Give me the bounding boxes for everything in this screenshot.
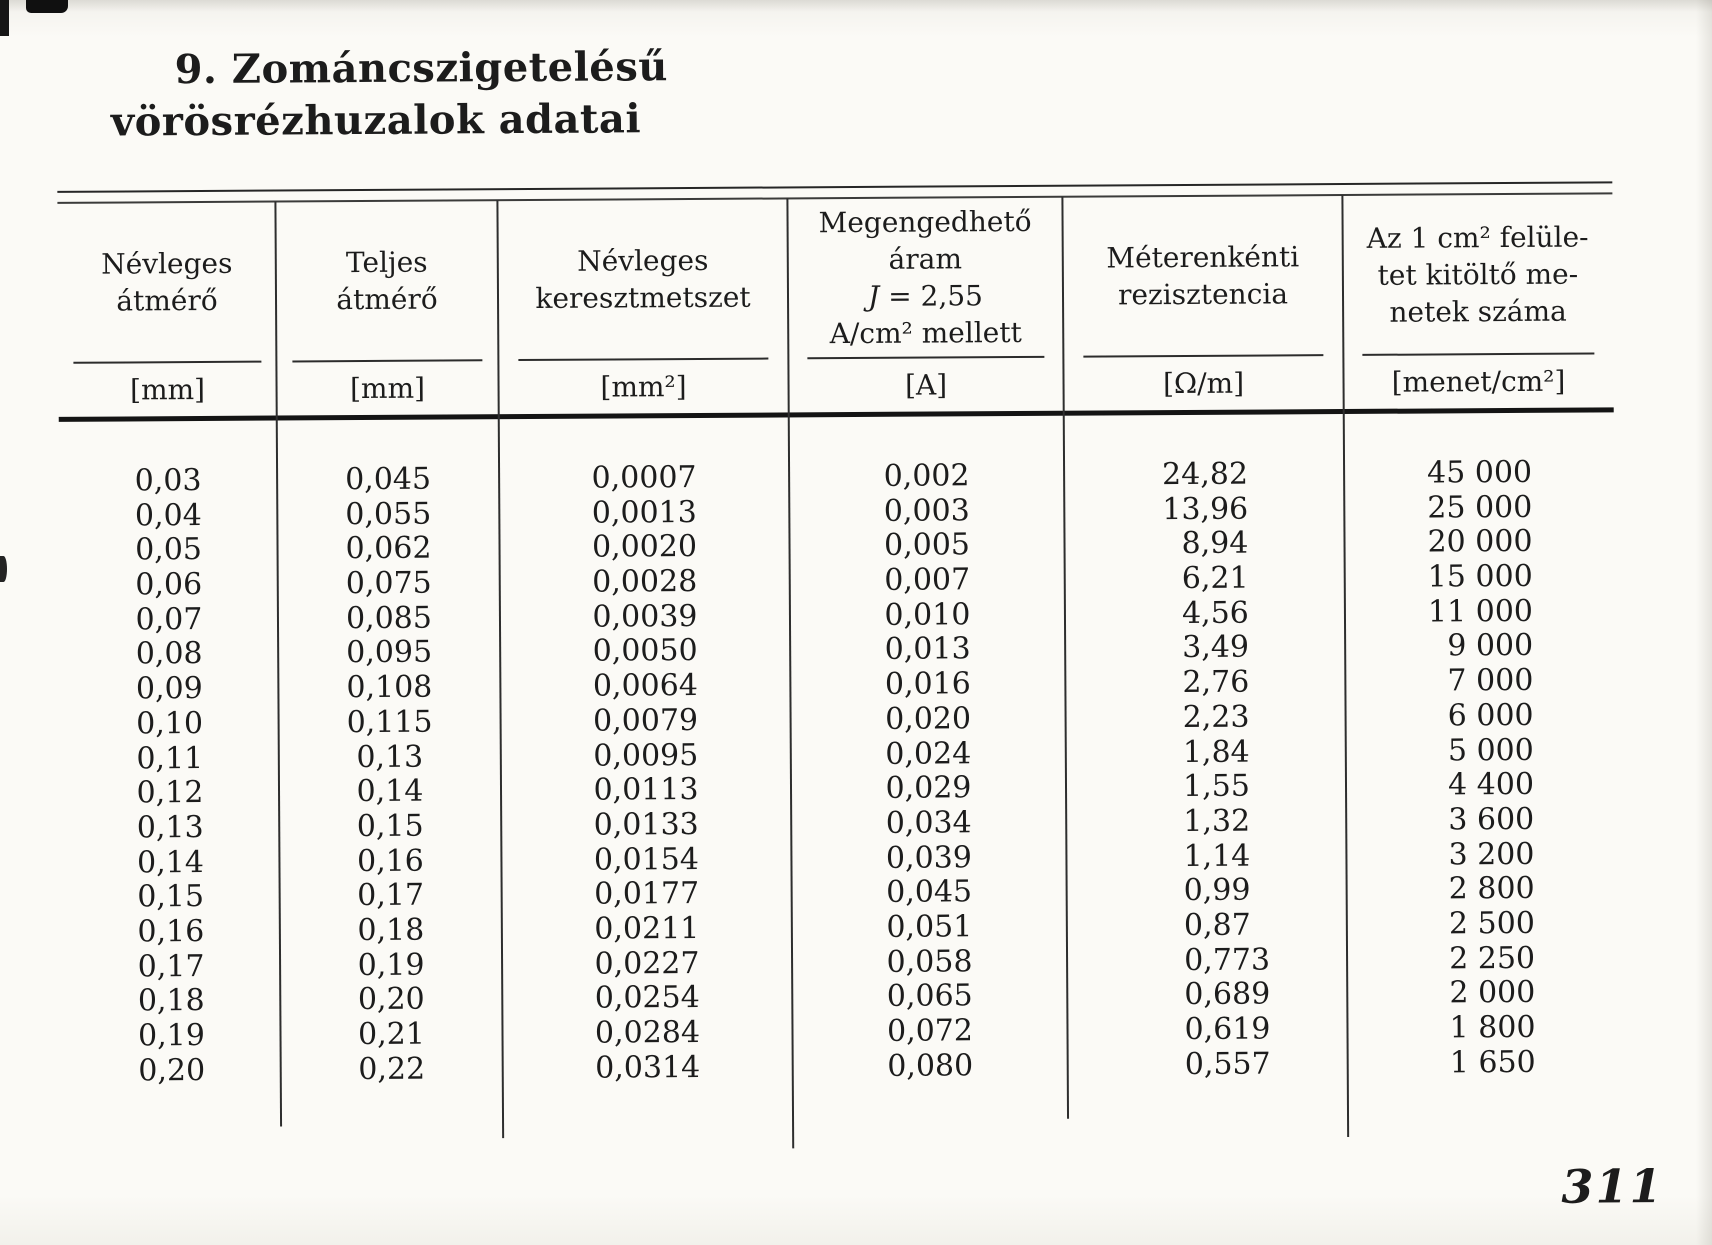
table-cell: 0,055 (345, 496, 432, 532)
page-number: 311 (1561, 1159, 1664, 1214)
table-cell: 1,55 (1163, 768, 1251, 805)
table-cell: 1,84 (1163, 734, 1250, 770)
table-cell: 0,045 (886, 874, 973, 911)
table-body (59, 455, 1618, 1089)
table-cell: 0,029 (885, 770, 972, 807)
table-cell: 4,56 (1162, 595, 1249, 631)
column-unit-6: [menet/cm²] (1391, 364, 1566, 399)
table-cell: 0,17 (137, 948, 205, 985)
table-cell: 0,005 (883, 527, 971, 564)
table-cell: 0,0007 (591, 459, 697, 496)
table-cell: 15 000 (1427, 558, 1533, 595)
table-cell: 0,0154 (593, 841, 700, 878)
table-cell: 0,010 (884, 597, 971, 633)
table-cell: 0,0254 (594, 980, 700, 1016)
table-cell: 0,0050 (592, 633, 698, 670)
table-cell: 0,773 (1164, 942, 1271, 978)
table-cell: 0,095 (346, 635, 433, 671)
table-cell: 0,22 (358, 1051, 426, 1087)
table-cell: 0,045 (345, 461, 432, 498)
table-cell: 0,0020 (591, 529, 698, 565)
table-cell: 0,024 (885, 735, 972, 772)
table-cell: 8,94 (1162, 525, 1249, 562)
table-cell: 45 000 (1427, 454, 1533, 491)
column-header-2 (275, 201, 498, 414)
table-cell: 1 800 (1449, 1009, 1536, 1046)
table-cell: 3,49 (1163, 630, 1250, 666)
column-unit-5: [Ω/m] (1162, 366, 1245, 400)
table-cell: 2 250 (1449, 940, 1536, 977)
table-cell: 0,689 (1165, 976, 1271, 1013)
table-cell: 13,96 (1162, 491, 1249, 527)
table-cell: 9 000 (1447, 628, 1534, 664)
table-cell: 0,085 (345, 600, 433, 636)
table-cell: 6 000 (1447, 697, 1534, 734)
page-title-line-1: 9. Zománcszigetelésű (174, 43, 669, 94)
table-cell: 4 400 (1448, 767, 1535, 803)
table-header-row (57, 194, 1613, 415)
column-header-3 (497, 199, 788, 413)
table-cell: 0,058 (886, 943, 973, 980)
column-header-label: Névleges átmérő (101, 246, 233, 318)
column-unit-4: [A] (904, 367, 948, 402)
table-cell: 0,039 (885, 839, 972, 876)
table-cell: 0,10 (136, 705, 204, 742)
table-cell: 0,0227 (594, 945, 700, 982)
table-cell: 0,013 (884, 631, 971, 668)
table-cell: 6,21 (1162, 560, 1249, 597)
column-header-label: Teljes átmérő (336, 245, 438, 317)
table-cell: 2 500 (1448, 905, 1535, 942)
table-cell: 0,87 (1164, 907, 1251, 944)
table-cell: 0,20 (138, 1052, 206, 1089)
table-cell: 0,15 (137, 879, 205, 915)
table-cell: 24,82 (1161, 456, 1249, 493)
table-cell: 0,0095 (593, 737, 699, 774)
column-header-label: Az 1 cm² felüle- tet kitöltő me- netek száma (1366, 220, 1589, 329)
column-header-label: Megengedhető áram J = 2,55 A/cm² mellett (818, 204, 1032, 351)
table-cell: 0,0133 (593, 806, 699, 843)
table-cell: 0,16 (137, 913, 205, 950)
table-cell: 20 000 (1427, 524, 1533, 560)
column-header-1 (57, 203, 276, 416)
table-cell: 0,0028 (592, 564, 698, 600)
column-header-5 (1062, 196, 1343, 410)
table-cell: 0,0039 (592, 598, 698, 635)
table-cell: 0,0284 (594, 1014, 701, 1051)
table-cell: 0,03 (134, 462, 202, 499)
table-cell: 0,04 (134, 497, 202, 534)
table-cell: 0,003 (883, 492, 970, 529)
table-cell: 0,16 (356, 843, 424, 879)
table-cell: 2,23 (1163, 699, 1250, 735)
wire-data-table (57, 181, 1618, 1150)
table-cell: 3 600 (1448, 801, 1535, 838)
table-cell: 0,08 (135, 636, 203, 672)
table-cell: 0,0013 (591, 494, 697, 531)
table-cell: 1 650 (1449, 1044, 1536, 1081)
table-cell: 0,007 (884, 562, 971, 598)
table-cell: 0,0177 (594, 876, 700, 912)
table-cell: 0,115 (346, 704, 433, 740)
page-title-line-2: vörösrézhuzalok adatai (110, 95, 642, 146)
table-cell: 0,002 (883, 458, 970, 494)
table-cell: 0,051 (886, 909, 973, 945)
table-cell: 0,07 (135, 601, 203, 638)
table-cell: 0,619 (1165, 1011, 1271, 1048)
table-cell: 0,0079 (592, 702, 699, 739)
table-cell: 0,12 (136, 775, 204, 811)
table-cell: 0,0211 (594, 910, 700, 947)
table-cell: 0,06 (135, 567, 203, 603)
table-cell: 0,17 (357, 877, 425, 914)
table-cell: 0,075 (345, 565, 432, 602)
table-cell: 0,11 (136, 740, 204, 776)
column-header-label: Méterenkénti rezisztencia (1106, 240, 1300, 312)
table-cell: 0,15 (356, 808, 424, 844)
column-unit-3: [mm²] (600, 369, 687, 404)
table-cell: 0,19 (357, 947, 425, 983)
table-cell: 0,557 (1165, 1046, 1271, 1082)
table-cell: 11 000 (1427, 593, 1534, 630)
table-cell: 0,0064 (592, 668, 698, 704)
table-cell: 0,09 (135, 671, 203, 707)
table-cell: 2,76 (1163, 664, 1250, 701)
table-cell: 0,18 (357, 912, 425, 948)
column-header-6 (1342, 194, 1613, 408)
table-cell: 0,14 (136, 844, 204, 880)
table-cell: 0,065 (886, 978, 973, 1015)
table-cell: 0,072 (886, 1013, 974, 1049)
table-cell: 2 800 (1448, 871, 1535, 907)
table-cell: 0,99 (1164, 872, 1251, 909)
table-cell: 0,19 (137, 1017, 206, 1054)
column-header-label: Névleges keresztmetszet (535, 243, 751, 315)
column-header-4 (787, 198, 1063, 412)
table-cell: 1,32 (1164, 803, 1251, 839)
table-cell: 0,13 (356, 739, 424, 775)
table-cell: 0,13 (136, 809, 204, 846)
table-cell: 0,016 (884, 666, 971, 702)
table-cell: 0,18 (137, 983, 205, 1019)
table-cell: 0,034 (885, 805, 972, 841)
table-cell: 7 000 (1447, 662, 1534, 699)
column-unit-2: [mm] (349, 371, 426, 405)
table-cell: 0,14 (356, 773, 424, 810)
table-cell: 2 000 (1449, 975, 1536, 1011)
table-cell: 0,05 (135, 532, 203, 568)
table-cell: 0,062 (345, 530, 432, 567)
column-unit-1: [mm] (129, 372, 206, 406)
table-cell: 0,21 (357, 1016, 426, 1053)
table-cell: 0,20 (357, 981, 425, 1018)
table-cell: 5 000 (1447, 732, 1534, 768)
table-cell: 1,14 (1164, 838, 1251, 874)
table-cell: 0,020 (885, 701, 972, 737)
table-cell: 0,080 (887, 1047, 974, 1084)
table-cell: 25 000 (1427, 489, 1533, 526)
table-cell: 0,0314 (595, 1049, 701, 1086)
table-cell: 0,0113 (593, 772, 699, 808)
table-top-rule (57, 181, 1612, 192)
table-cell: 0,108 (346, 669, 433, 706)
table-cell: 3 200 (1448, 836, 1535, 872)
